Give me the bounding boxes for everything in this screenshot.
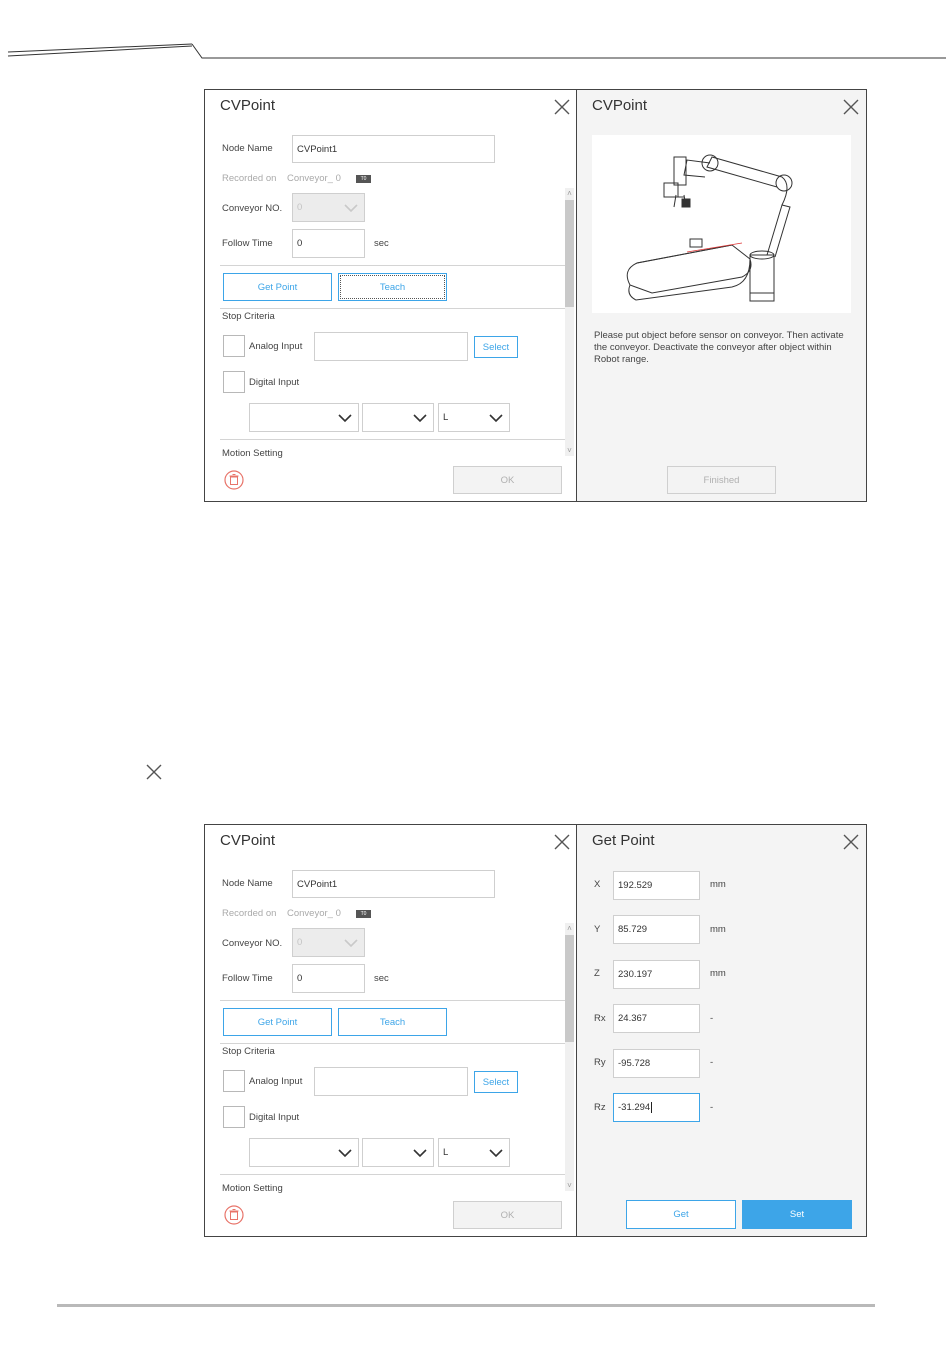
dialog-title: CVPoint <box>220 832 276 849</box>
divider <box>220 308 565 309</box>
motion-setting-label: Motion Setting <box>222 448 283 459</box>
conveyor-no-label: Conveyor NO. <box>222 938 283 949</box>
text-cursor <box>651 1102 652 1113</box>
get-button[interactable]: Get <box>626 1200 736 1229</box>
get-point-panel <box>577 825 866 1236</box>
teach-button[interactable]: Teach <box>338 273 447 301</box>
analog-input-label: Analog Input <box>249 341 303 352</box>
screenshot-cvpoint-teach <box>204 89 867 502</box>
trash-icon[interactable] <box>224 1205 244 1225</box>
coord-rz-unit: - <box>710 1102 714 1113</box>
digital-input-select-1[interactable] <box>249 403 359 432</box>
coord-rx-label: Rx <box>594 1013 606 1024</box>
trash-icon[interactable] <box>224 470 244 490</box>
close-icon[interactable] <box>553 98 571 116</box>
digital-input-checkbox[interactable] <box>223 1106 245 1128</box>
panel-title: Get Point <box>592 832 655 849</box>
chevron-down-icon <box>338 1149 352 1158</box>
recorded-on-value: Conveyor_ 0 <box>287 173 341 184</box>
analog-input-field[interactable] <box>314 332 468 361</box>
chevron-down-icon <box>344 939 358 948</box>
coord-z-input[interactable]: 230.197 <box>613 960 700 989</box>
follow-time-input[interactable]: 0 <box>292 229 365 258</box>
recorded-tag: T0 <box>356 175 371 183</box>
divider <box>220 439 565 440</box>
ok-button[interactable]: OK <box>453 1201 562 1229</box>
stop-criteria-label: Stop Criteria <box>222 311 275 322</box>
scroll-down-arrow[interactable]: ˅ <box>567 1181 572 1190</box>
follow-time-input[interactable]: 0 <box>292 964 365 993</box>
digital-input-select-3[interactable] <box>438 403 510 432</box>
node-name-label: Node Name <box>222 878 273 889</box>
digital-input-checkbox[interactable] <box>223 371 245 393</box>
scroll-up-arrow[interactable]: ˄ <box>567 189 572 198</box>
coord-x-unit: mm <box>710 879 726 890</box>
analog-input-checkbox[interactable] <box>223 335 245 357</box>
cvpoint-teach-panel <box>577 90 866 501</box>
cvpoint-dialog <box>205 825 577 1236</box>
recorded-on-label: Recorded on <box>222 173 277 184</box>
coord-z-label: Z <box>594 968 600 979</box>
node-name-label: Node Name <box>222 143 273 154</box>
follow-time-unit: sec <box>374 238 389 249</box>
conveyor-no-value: 0 <box>297 202 303 213</box>
instruction-text: Please put object before sensor on conveyor. Then activate the conveyor. Deactivate the conveyor after object within Robot range. <box>594 330 844 365</box>
header-rule <box>0 0 950 70</box>
robot-conveyor-illustration <box>592 135 851 313</box>
dropdown-value: L <box>443 1147 449 1158</box>
select-button[interactable]: Select <box>474 1071 518 1093</box>
recorded-on-label: Recorded on <box>222 908 277 919</box>
coord-x-label: X <box>594 879 601 890</box>
follow-time-label: Follow Time <box>222 238 273 249</box>
chevron-down-icon <box>413 414 427 423</box>
coord-ry-unit: - <box>710 1057 714 1068</box>
teach-button[interactable]: Teach <box>338 1008 447 1036</box>
coord-ry-label: Ry <box>594 1057 606 1068</box>
digital-input-label: Digital Input <box>249 377 300 388</box>
coord-rx-input[interactable]: 24.367 <box>613 1004 700 1033</box>
digital-input-label: Digital Input <box>249 1112 300 1123</box>
close-icon <box>144 762 164 782</box>
digital-input-select-3[interactable] <box>438 1138 510 1167</box>
get-point-button[interactable]: Get Point <box>223 1008 332 1036</box>
chevron-down-icon <box>338 414 352 423</box>
recorded-tag: T0 <box>356 910 371 918</box>
conveyor-no-select[interactable] <box>292 193 365 222</box>
select-button[interactable]: Select <box>474 336 518 358</box>
dialog-title: CVPoint <box>220 97 276 114</box>
node-name-input[interactable]: CVPoint1 <box>292 135 495 163</box>
motion-setting-label: Motion Setting <box>222 1183 283 1194</box>
close-icon[interactable] <box>842 833 860 851</box>
chevron-down-icon <box>489 414 503 423</box>
scroll-down-arrow[interactable]: ˅ <box>567 446 572 455</box>
divider <box>220 1000 565 1001</box>
scroll-up-arrow[interactable]: ˄ <box>567 924 572 933</box>
coord-ry-input[interactable]: -95.728 <box>613 1049 700 1078</box>
coord-rz-label: Rz <box>594 1102 606 1113</box>
node-name-input[interactable]: CVPoint1 <box>292 870 495 898</box>
coord-y-input[interactable]: 85.729 <box>613 915 700 944</box>
panel-title: CVPoint <box>592 97 648 114</box>
coord-y-label: Y <box>594 924 601 935</box>
digital-input-select-2[interactable] <box>362 1138 434 1167</box>
stop-criteria-label: Stop Criteria <box>222 1046 275 1057</box>
analog-input-label: Analog Input <box>249 1076 303 1087</box>
coord-x-input[interactable]: 192.529 <box>613 871 700 900</box>
divider <box>220 265 565 266</box>
screenshot-cvpoint-getpoint <box>204 824 867 1237</box>
cvpoint-dialog <box>205 90 577 501</box>
divider <box>220 1174 565 1175</box>
finished-button[interactable]: Finished <box>667 466 776 494</box>
recorded-on-value: Conveyor_ 0 <box>287 908 341 919</box>
digital-input-select-1[interactable] <box>249 1138 359 1167</box>
digital-input-select-2[interactable] <box>362 403 434 432</box>
close-icon[interactable] <box>553 833 571 851</box>
dropdown-value: L <box>443 412 449 423</box>
scrollbar-thumb[interactable] <box>565 200 574 307</box>
close-icon[interactable] <box>842 98 860 116</box>
follow-time-unit: sec <box>374 973 389 984</box>
chevron-down-icon <box>344 204 358 213</box>
analog-input-field[interactable] <box>314 1067 468 1096</box>
conveyor-no-value: 0 <box>297 937 303 948</box>
follow-time-label: Follow Time <box>222 973 273 984</box>
footer-rule <box>57 1304 875 1307</box>
divider <box>220 1043 565 1044</box>
chevron-down-icon <box>489 1149 503 1158</box>
conveyor-no-label: Conveyor NO. <box>222 203 283 214</box>
coord-y-unit: mm <box>710 924 726 935</box>
conveyor-no-select[interactable] <box>292 928 365 957</box>
coord-rz-input[interactable] <box>613 1093 700 1122</box>
coord-rz-value: -31.294 <box>618 1102 651 1113</box>
analog-input-checkbox[interactable] <box>223 1070 245 1092</box>
ok-button[interactable]: OK <box>453 466 562 494</box>
get-point-button[interactable]: Get Point <box>223 273 332 301</box>
set-button[interactable]: Set <box>742 1200 852 1229</box>
scrollbar-thumb[interactable] <box>565 935 574 1042</box>
coord-rx-unit: - <box>710 1013 714 1024</box>
coord-z-unit: mm <box>710 968 726 979</box>
chevron-down-icon <box>413 1149 427 1158</box>
